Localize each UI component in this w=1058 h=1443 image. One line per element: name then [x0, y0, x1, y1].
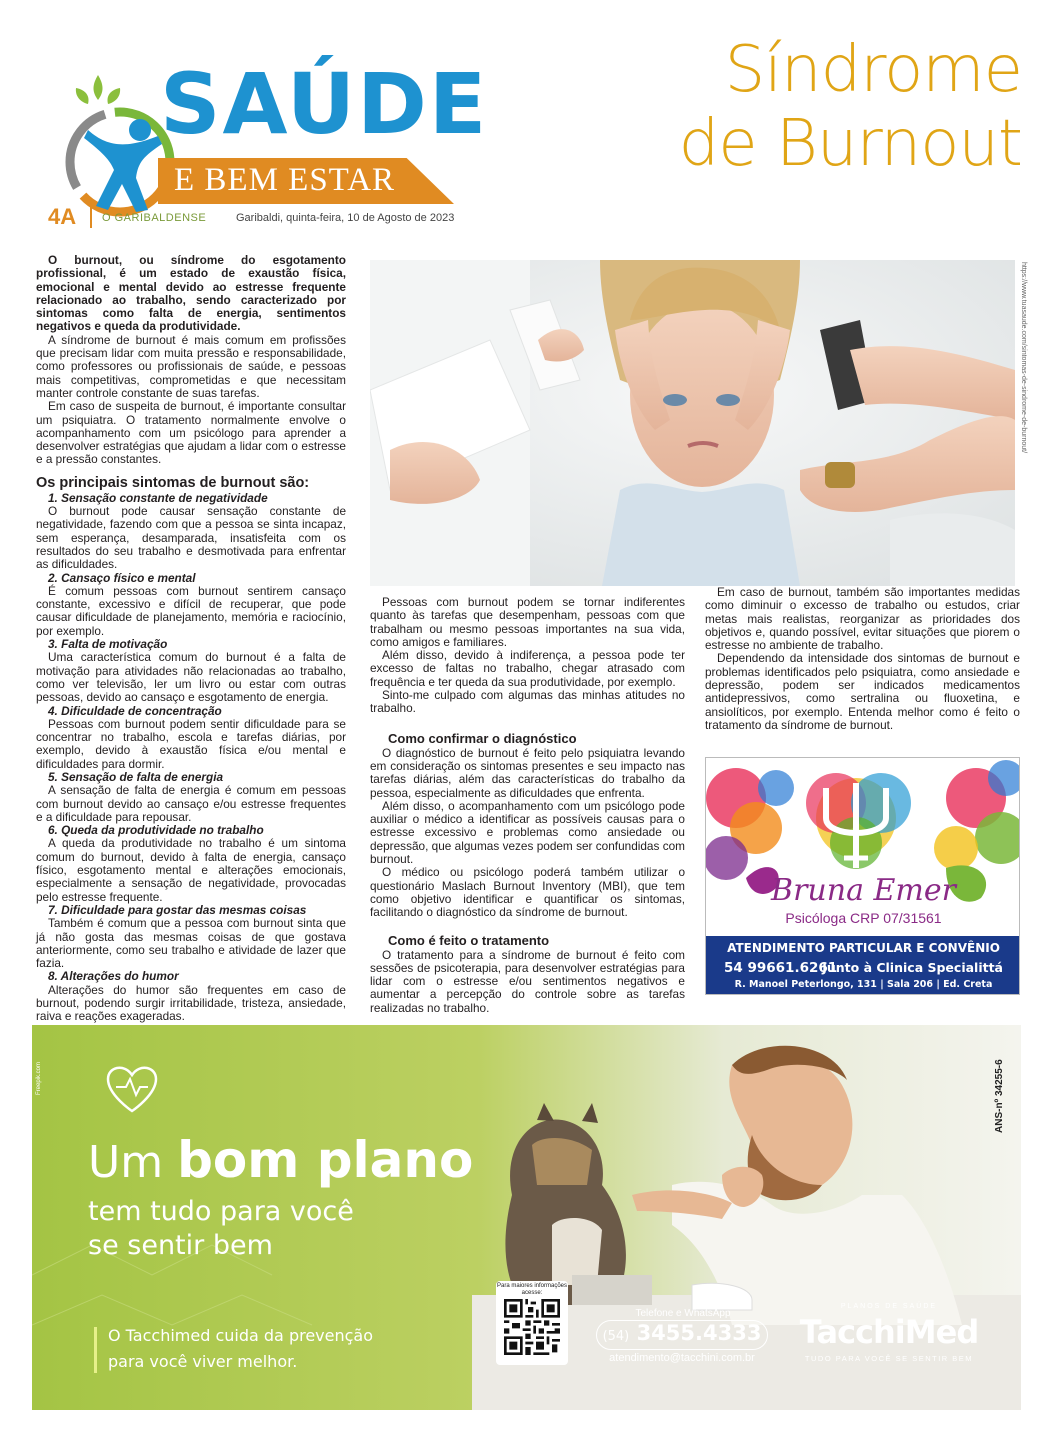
- section-heading: Os principais sintomas de burnout são:: [36, 474, 310, 491]
- symptom-title: 8. Alterações do humor: [48, 969, 179, 984]
- symptom-title: 1. Sensação constante de negatividade: [48, 490, 268, 505]
- paragraph: Além disso, o acompanhamento com um psicólogo pode auxiliar o médico a identificar as possíveis causas para o estresse excessivo e problemas como ansiedade ou depressão, que algumas vezes podem ser confundidas com burnout.: [370, 798, 685, 867]
- symptom-title: 5. Sensação de falta de energia: [48, 769, 224, 784]
- stressed-woman-illustration: [370, 260, 1015, 586]
- paragraph: A queda da produtividade no trabalho é um sintoma comum do burnout, devido à falta de energia, cansaço físico, esgotamento mental e alterações emocionais, especialmente a sensação de negatividade, provocadas pelo estresse frequente.: [36, 836, 346, 904]
- symptom-title: 7. Dificuldade para gostar das mesmas coisas: [48, 902, 307, 917]
- phone-number[interactable]: (54) 3455.4333: [602, 1321, 762, 1345]
- psychologist-crp: Psicóloga CRP 07/31561: [785, 910, 942, 926]
- psychologist-info-bar: [706, 936, 1020, 995]
- service-type: ATENDIMENTO PARTICULAR E CONVÊNIO: [727, 941, 1000, 955]
- tacchimed-ad: [32, 1025, 1021, 1410]
- psychologist-name: Bruna Emer: [771, 873, 956, 908]
- page-number: 4A: [48, 204, 77, 229]
- paragraph: Além disso, devido à indiferença, a pessoa pode ter excesso de faltas no trabalho, chegar atrasado com frequência e ter queda da sua produtividade, por exemplo.: [370, 648, 685, 689]
- clinic-name: Junto à Clinica Specialittá: [822, 960, 1003, 975]
- article-column-2: [370, 596, 685, 1015]
- symptom-title: 6. Queda da produtividade no trabalho: [48, 823, 264, 838]
- paragraph: A sensação de falta de energia é comum em pessoas com burnout devido ao cansaço e/ou estresse frequentes e a dificuldade para repousar.: [36, 783, 346, 824]
- newspaper-name: O GARIBALDENSE: [102, 212, 207, 224]
- paragraph: Também é comum que a pessoa com burnout sinta que já não gosta das mesmas coisas de que gostava anteriormente, como seu trabalho e atividade de lazer que fazia.: [36, 916, 346, 971]
- paragraph: Em caso de suspeita de burnout, é importante consultar um psiquiatra. O tratamento normalmente envolve o acompanhamento com um psicólogo para aprender a desenvolver estratégias que ajudam a lidar com o estresse e a pressão constantes.: [36, 399, 346, 467]
- qr-code-icon: [504, 1299, 560, 1355]
- paragraph: O médico ou psicólogo poderá também utilizar o questionário Maslach Burnout Inventory (MBI), que tem como objetivo identificar e quantificar os sintomas, facilitando o diagnóstico da síndrome de burnout.: [370, 865, 685, 920]
- paragraph: Dependendo da intensidade dos sintomas de burnout e problemas identificados pelo psiquiatra, como ansiedade e depressão, podem ser indicados medicamentos antidepressivos, como sertralina ou fluoxetina, e ansiolíticos, por exemplo. Entenda melhor como é feito o tratamento da síndrome de burnout.: [705, 651, 1020, 732]
- qr-code-box[interactable]: [496, 1281, 568, 1365]
- symptom-title: 2. Cansaço físico e mental: [48, 570, 196, 585]
- clinic-address: R. Manoel Peterlongo, 131 | Sala 206 | Ed. Creta: [734, 979, 993, 990]
- paragraph: O burnout pode causar sensação constante de negatividade, fazendo com que a pessoa se sinta incapaz, sem esperança, desamparada, insatisfeita com os resultados do seu trabalho e desmotivada para enfrentar as dificuldades.: [36, 504, 346, 572]
- ad-photo-credit: Freepik.com: [36, 1061, 42, 1095]
- paragraph: Em caso de burnout, também são importantes medidas como diminuir o excesso de trabalho ou estudos, criar metas mais realistas, reorganizar as prioridades dos objetivos e, quando possível, evitar situações que piorem o estresse no ambiente de trabalho.: [705, 585, 1020, 653]
- section-heading: Como é feito o tratamento: [388, 932, 550, 948]
- email-address[interactable]: atendimento@tacchini.com.br: [609, 1352, 755, 1364]
- paragraph: A síndrome de burnout é mais comum em profissões que precisam lidar com muita pressão e responsabilidade, como professores ou profissionais de saúde, e pessoas mais competitivas, comprometidas e que necessitam manter controle constante de suas tarefas.: [36, 332, 346, 400]
- article-photo: [370, 260, 1015, 586]
- qr-label: Para maiores informações acesse:: [496, 1283, 568, 1296]
- headline-line-1: Síndrome: [724, 33, 1022, 107]
- ad-headline: Um bom plano: [88, 1131, 474, 1189]
- brand-logo: TacchiMed: [799, 1313, 979, 1351]
- article-headline: [679, 34, 1022, 181]
- paragraph: Pessoas com burnout podem sentir dificuldade para se concentrar no trabalho, escola e tarefas diárias, por exemplo, devido à exaustão física e/ou mental e dificuldades para dormir.: [36, 716, 346, 771]
- paragraph: O tratamento para a síndrome de burnout é feito com sessões de psicoterapia, para desenvolver estratégias para lidar com o estresse e/ou sentimentos negativos e aumentar a percepção do controle sobre as tarefas realizadas no trabalho.: [370, 947, 685, 1015]
- article-column-1: [36, 254, 346, 1037]
- article-lead: O burnout, ou síndrome do esgotamento profissional, é um estado de exaustão física, emocional e mental devido ao estresse frequente relacionado ao trabalho, sendo caracterizado por sintomas como falta de energia, sentimentos negativos e queda da produtividade.: [36, 253, 346, 334]
- paragraph: O diagnóstico de burnout é feito pelo psiquiatra levando em consideração os sintomas presentes e seu impacto nas tarefas diárias, além das características do trabalho da pessoa, especialmente as dificuldades que enfrenta.: [370, 745, 685, 800]
- symptom-title: 4. Dificuldade de concentração: [48, 703, 222, 718]
- page-separator: [90, 204, 92, 228]
- headline-line-2: de Burnout: [678, 106, 1022, 181]
- ad-subheadline: tem tudo para você se sentir bem: [88, 1196, 354, 1261]
- photo-credit: https://www.tuasaude.com/sintomas-de-sindrome-de-burnout/: [1020, 262, 1027, 454]
- masthead: [40, 40, 489, 240]
- psychologist-ad: [705, 757, 1020, 995]
- paragraph: Uma característica comum do burnout é a falta de motivação para atividades não relacionadas ao trabalho, como ver televisão, ler um livro ou estar com outras pessoas, devido ao cansaço e esgotamento de energia.: [36, 650, 346, 705]
- paragraph: Sinto-me culpado com algumas das minhas atitudes no trabalho.: [370, 688, 685, 716]
- paragraph: É comum pessoas com burnout sentirem cansaço constante, excessivo e difícil de recuperar, que pode causar dificuldade de planejamento, memória e raciocínio, por exemplo.: [36, 583, 346, 638]
- paragraph: Pessoas com burnout podem se tornar indiferentes quanto às tarefas que desempenham, pessoas com que trabalham ou mesmo pessoas importantes na sua vida, como amigos e familiares.: [370, 595, 685, 649]
- phone-label: Telefone e WhatsApp: [635, 1308, 731, 1319]
- paragraph: Alterações do humor são frequentes em caso de burnout, podendo surgir irritabilidade, tristeza, ansiedade, raiva e reações exageradas.: [36, 982, 346, 1024]
- symptom-title: 3. Falta de motivação: [48, 637, 168, 652]
- article-column-3: [705, 586, 1020, 732]
- tagline-bar: [94, 1327, 97, 1373]
- logo-subtitle: E BEM ESTAR: [174, 162, 396, 198]
- brand-slogan: TUDO PARA VOCÊ SE SENTIR BEM: [804, 1354, 974, 1363]
- logo-title: SAÚDE: [160, 55, 489, 153]
- ad-tagline: O Tacchimed cuida da prevenção para você viver melhor.: [108, 1326, 374, 1371]
- brand-category: PLANOS DE SAÚDE: [840, 1303, 938, 1310]
- psychologist-phone: 54 99661.6261: [724, 960, 838, 976]
- section-heading: Como confirmar o diagnóstico: [388, 730, 577, 746]
- ans-registration: ANS-nº 34255-6: [994, 1059, 1005, 1133]
- page-date: Garibaldi, quinta-feira, 10 de Agosto de 2023: [236, 212, 455, 224]
